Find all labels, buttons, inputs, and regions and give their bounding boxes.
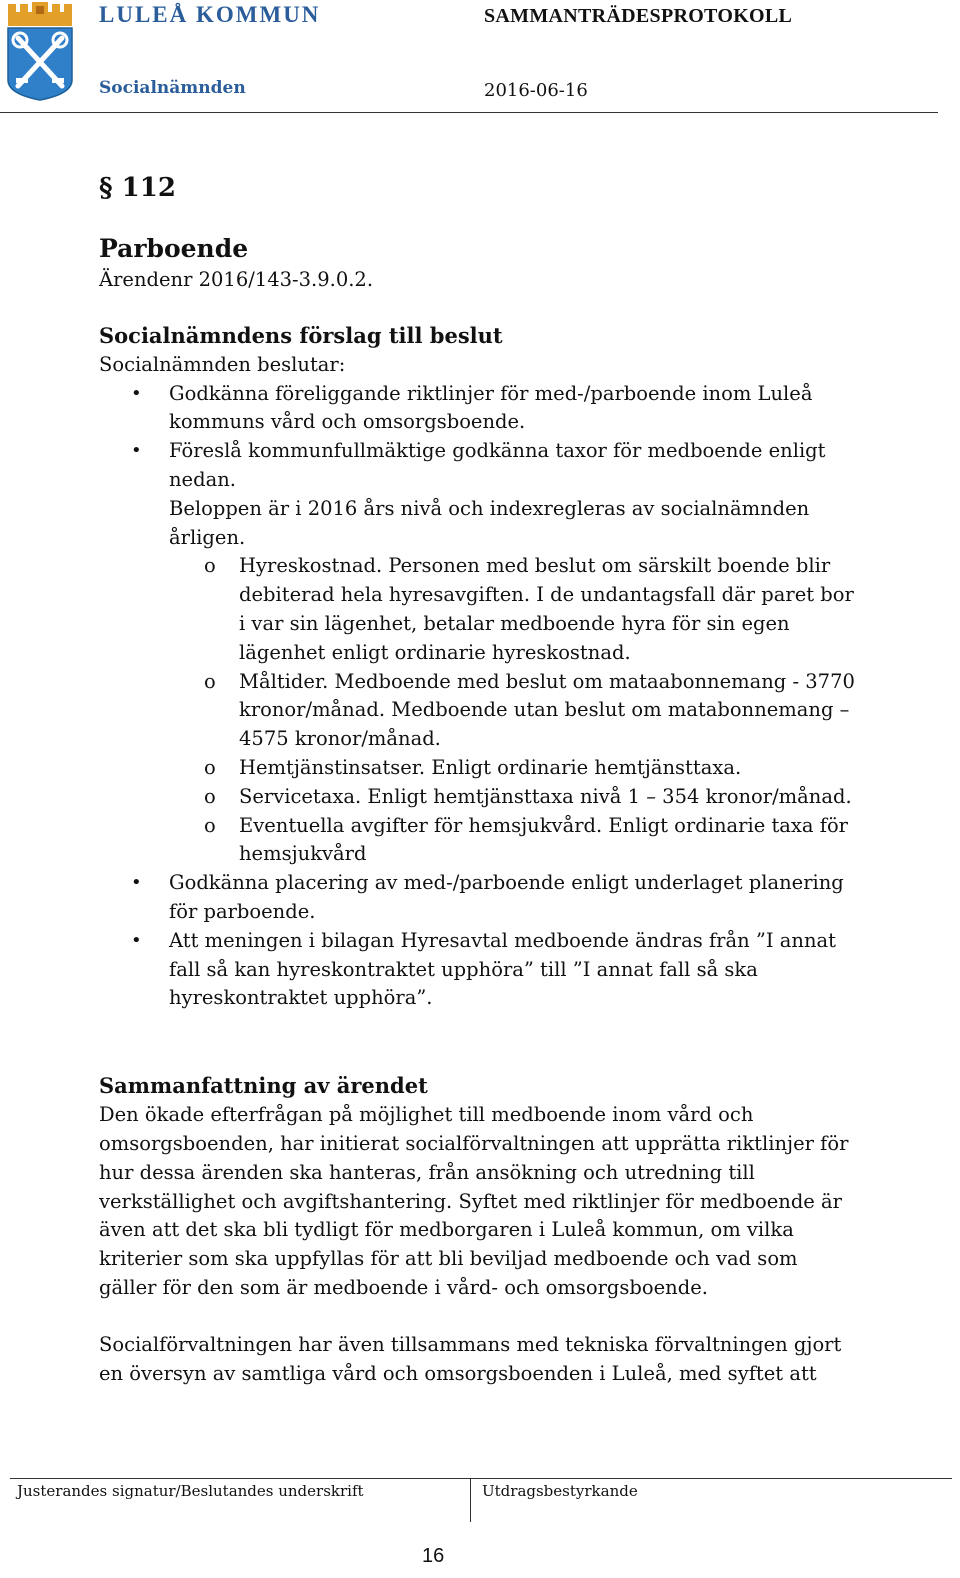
proposal-intro: Socialnämnden beslutar: bbox=[99, 352, 346, 376]
bullet-glyph: • bbox=[131, 929, 142, 951]
section-title: Parboende bbox=[99, 234, 249, 263]
summary-section bbox=[99, 1071, 859, 1388]
list-item bbox=[169, 783, 859, 812]
sub-bullet-glyph: o bbox=[204, 755, 216, 779]
list-item bbox=[169, 552, 859, 667]
sub-bullet-glyph: o bbox=[204, 813, 216, 837]
signature-label: Justerandes signatur/Beslutandes underskrift bbox=[17, 1482, 364, 1500]
proposal-bullet-list bbox=[99, 380, 859, 1014]
bullet-glyph: • bbox=[131, 440, 142, 462]
bullet-text: Föreslå kommunfullmäktige godkänna taxor för medboende enligt nedan. bbox=[169, 439, 826, 491]
list-item bbox=[169, 812, 859, 870]
page-number: 16 bbox=[422, 1545, 445, 1567]
list-item bbox=[169, 668, 859, 754]
bullet-note: Beloppen är i 2016 års nivå och indexregleras av socialnämnden årligen. bbox=[169, 496, 810, 549]
extract-certification-label: Utdragsbestyrkande bbox=[482, 1482, 638, 1500]
proposal-heading: Socialnämndens förslag till beslut bbox=[99, 322, 503, 348]
document-type: SAMMANTRÄDESPROTOKOLL bbox=[484, 5, 793, 27]
case-number: Ärendenr 2016/143-3.9.0.2. bbox=[99, 268, 374, 291]
sub-bullet-glyph: o bbox=[204, 554, 216, 578]
department-name: Socialnämnden bbox=[99, 78, 246, 98]
bullet-text: Godkänna föreliggande riktlinjer för med-/parboende inom Luleå kommuns vård och omsorgsboende. bbox=[169, 381, 813, 434]
document-body bbox=[99, 170, 859, 1388]
sub-bullet-glyph: o bbox=[204, 669, 216, 693]
sub-item-text: Servicetaxa. Enligt hemtjänsttaxa nivå 1 – 354 kronor/månad. bbox=[239, 784, 852, 808]
list-item bbox=[99, 380, 859, 438]
summary-paragraph-1: Den ökade efterfrågan på möjlighet till medboende inom vård och omsorgsboenden, har initierat socialförvaltningen att upprätta riktlinjer för hur dessa ärenden ska hanteras, från ansökning och utredning till verkställighet och avgiftshantering. Syftet med riktlinjer för medboende är även att det ska bli tydligt för medborgaren i Luleå kommun, om vilka kriterier som ska uppfyllas för att bli beviljad medboende och vad som gäller för den som är medboende i vård- och omsorgsboende. bbox=[99, 1103, 849, 1299]
bullet-glyph: • bbox=[131, 872, 142, 894]
list-item bbox=[99, 927, 859, 1013]
list-item bbox=[169, 754, 859, 783]
proposal-section bbox=[99, 321, 859, 1013]
summary-heading: Sammanfattning av ärendet bbox=[99, 1073, 428, 1099]
header-divider bbox=[0, 112, 938, 113]
footer-divider bbox=[10, 1478, 952, 1479]
sub-item-text: Hyreskostnad. Personen med beslut om särskilt boende blir debiterad hela hyresavgiften. I de undantagsfall där paret bor i var sin lägenhet, betalar medboende hyra för sin egen lägenhet enligt ordinarie hyreskostnad. bbox=[239, 554, 854, 664]
list-item bbox=[99, 437, 859, 869]
sub-item-text: Hemtjänstinsatser. Enligt ordinarie hemtjänsttaxa. bbox=[239, 755, 742, 779]
bullet-text: Godkänna placering av med-/parboende enligt underlaget planering för parboende. bbox=[169, 871, 844, 923]
bullet-text: Att meningen i bilagan Hyresavtal medboende ändras från ”I annat fall så kan hyreskontraktet upphöra” till ”I annat fall så ska hyreskontraktet upphöra”. bbox=[169, 928, 836, 1010]
sub-item-text: Måltider. Medboende med beslut om mataabonnemang - 3770 kronor/månad. Medboende utan beslut om matabonnemang – 4575 kronor/månad. bbox=[239, 669, 855, 751]
municipal-crest-logo bbox=[4, 2, 76, 102]
sub-bullet-glyph: o bbox=[204, 784, 216, 808]
sub-item-text: Eventuella avgifter för hemsjukvård. Enligt ordinarie taxa för hemsjukvård bbox=[239, 813, 849, 866]
bullet-glyph: • bbox=[131, 382, 142, 404]
footer-column-divider bbox=[470, 1478, 471, 1522]
list-item bbox=[99, 869, 859, 927]
summary-paragraph-2: Socialförvaltningen har även tillsammans med tekniska förvaltningen gjort en översyn av samtliga vård och omsorgsboenden i Luleå, med syftet att bbox=[99, 1332, 842, 1385]
fee-sub-list bbox=[169, 552, 859, 869]
section-number: § 112 bbox=[99, 173, 176, 203]
organization-name: LULEÅ KOMMUN bbox=[99, 2, 321, 27]
meeting-date: 2016-06-16 bbox=[484, 80, 588, 101]
